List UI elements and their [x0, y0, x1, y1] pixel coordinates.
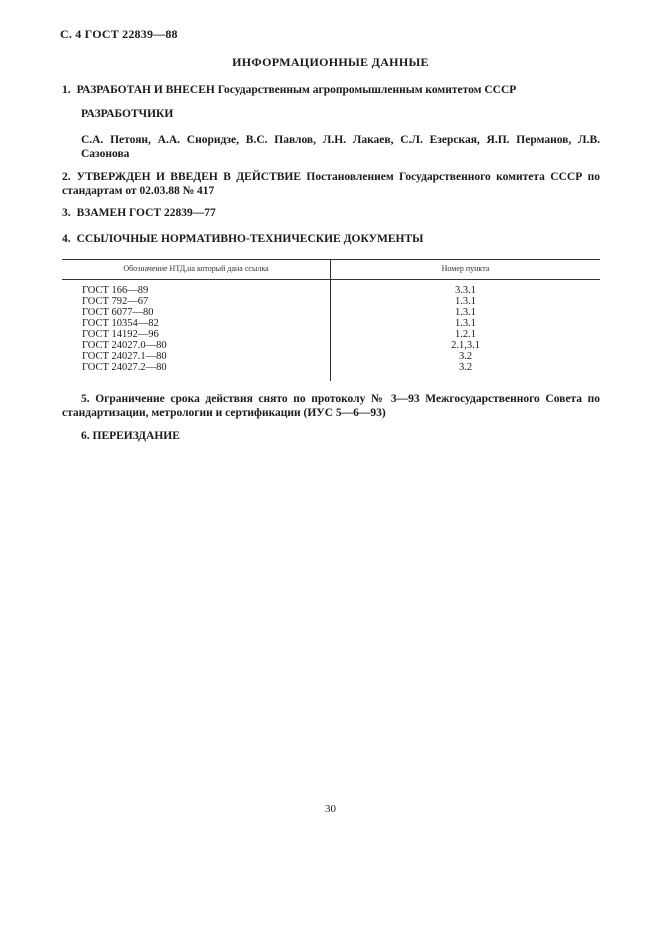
table-cell-document: ГОСТ 792—67 — [82, 296, 149, 307]
table-cell-point: 1.3.1 — [455, 307, 476, 318]
table-cell-point: 1.2.1 — [455, 329, 476, 340]
table-cell-document: ГОСТ 14192—96 — [82, 329, 159, 340]
table-row — [62, 340, 600, 351]
section-2-number: 2. — [62, 171, 71, 183]
table-header-point: Номер пункта — [441, 264, 490, 273]
table-row — [62, 296, 600, 307]
table-cell-document: ГОСТ 24027.2—80 — [82, 362, 167, 373]
table-header-document: Обозначение НТД,на который дана ссылка — [123, 264, 269, 273]
section-4 — [62, 232, 423, 246]
section-2 — [62, 170, 600, 198]
table-row — [62, 351, 600, 362]
table-header-border — [62, 279, 600, 280]
table-cell-point: 2.1,3.1 — [451, 340, 480, 351]
table-cell-document: ГОСТ 24027.1—80 — [82, 351, 167, 362]
reference-documents-table — [62, 259, 600, 381]
section-2-text: УТВЕРЖДЕН И ВВЕДЕН В ДЕЙСТВИЕ Постановлением Государственного комитета СССР по стандартам от 02.03.88 № 417 — [62, 171, 600, 197]
developers-names: С.А. Петоян, А.А. Сноридзе, В.С. Павлов, Л.Н. Лакаев, С.Л. Езерская, Я.П. Перманов, Л.В. Сазонова — [81, 134, 600, 160]
section-1 — [62, 83, 516, 97]
page-title: ИНФОРМАЦИОННЫЕ ДАННЫЕ — [232, 55, 429, 69]
table-cell-document: ГОСТ 166—89 — [82, 285, 149, 296]
table-row — [62, 307, 600, 318]
section-4-number: 4. — [62, 233, 71, 245]
section-6: 6. ПЕРЕИЗДАНИЕ — [81, 430, 180, 442]
table-body — [62, 285, 600, 373]
page-number: 30 — [325, 803, 336, 815]
section-3 — [62, 206, 216, 220]
section-4-text: ССЫЛОЧНЫЕ НОРМАТИВНО-ТЕХНИЧЕСКИЕ ДОКУМЕНТЫ — [76, 233, 424, 245]
page-header: С. 4 ГОСТ 22839—88 — [60, 27, 178, 41]
table-cell-point: 1.3.1 — [455, 318, 476, 329]
table-cell-point: 3.2 — [458, 351, 473, 362]
section-1-text: РАЗРАБОТАН И ВНЕСЕН Государственным агропромышленным комитетом СССР — [76, 84, 517, 96]
table-row — [62, 285, 600, 296]
table-row — [62, 329, 600, 340]
table-cell-point: 3.3.1 — [455, 285, 476, 296]
table-cell-document: ГОСТ 10354—82 — [82, 318, 159, 329]
developers-heading: РАЗРАБОТЧИКИ — [81, 108, 174, 120]
table-cell-document: ГОСТ 6077—80 — [82, 307, 154, 318]
section-3-number: 3. — [62, 207, 71, 219]
section-1-number: 1. — [62, 84, 71, 96]
table-row — [62, 318, 600, 329]
table-cell-point: 3.2 — [458, 362, 473, 373]
section-3-text: ВЗАМЕН ГОСТ 22839—77 — [76, 207, 216, 219]
table-row — [62, 362, 600, 373]
section-5: 5. Ограничение срока действия снято по протоколу № 3—93 Межгосударственного Совета по стандартизации, метрологии и сертификации (ИУС 5—6—93) — [62, 393, 600, 419]
table-cell-point: 1.3.1 — [455, 296, 476, 307]
table-top-border — [62, 259, 600, 260]
table-cell-document: ГОСТ 24027.0—80 — [82, 340, 167, 351]
